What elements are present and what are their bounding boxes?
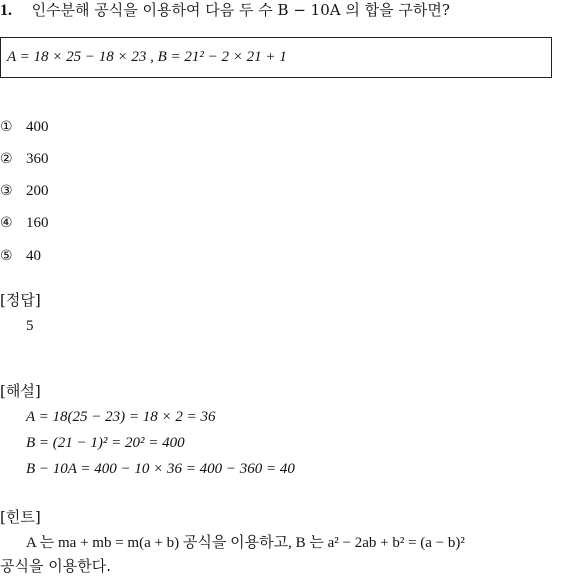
- explanation-line-1: A = 18(25 − 23) = 18 × 2 = 36: [26, 409, 216, 425]
- explanation-label: [해설]: [0, 382, 41, 400]
- explanation-line-3: B − 10A = 400 − 10 × 36 = 400 − 360 = 40: [26, 461, 295, 477]
- choice-1[interactable]: [0, 116, 49, 137]
- answer-value: 5: [26, 318, 34, 334]
- choice-5[interactable]: [0, 245, 41, 266]
- given-box: [0, 37, 552, 78]
- given-expression: A = 18 × 25 − 18 × 23 , B = 21² − 2 × 21 + 1: [7, 49, 287, 65]
- choice-value: 400: [26, 119, 49, 135]
- choice-mark: ①: [0, 119, 13, 135]
- choice-value: 40: [26, 248, 41, 264]
- choice-value: 200: [26, 183, 49, 199]
- hint-line-1: A 는 ma + mb = m(a + b) 공식을 이용하고, B 는 a² − 2ab + b² = (a − b)²: [26, 535, 465, 551]
- choice-mark: ②: [0, 151, 13, 167]
- hint-label: [힌트]: [0, 508, 41, 526]
- answer-label: [정답]: [0, 291, 41, 309]
- choice-value: 360: [26, 151, 49, 167]
- hint-line-2: 공식을 이용한다.: [0, 557, 111, 575]
- choice-value: 160: [26, 215, 49, 231]
- choice-2[interactable]: [0, 148, 49, 169]
- explanation-line-2: B = (21 − 1)² = 20² = 400: [26, 435, 185, 451]
- choice-3[interactable]: [0, 180, 49, 201]
- choice-mark: ③: [0, 183, 13, 199]
- question-number: 1.: [0, 2, 12, 19]
- choice-4[interactable]: [0, 212, 49, 233]
- choice-mark: ④: [0, 215, 13, 231]
- choice-mark: ⑤: [0, 248, 13, 264]
- question-row: [0, 0, 450, 21]
- question-text: 인수분해 공식을 이용하여 다음 두 수 B − 10A 의 합을 구하면?: [31, 1, 450, 19]
